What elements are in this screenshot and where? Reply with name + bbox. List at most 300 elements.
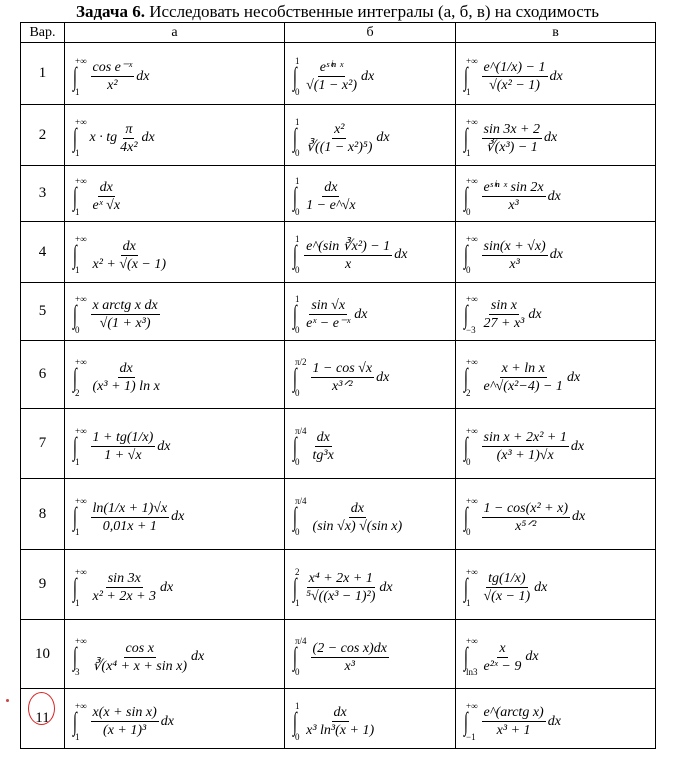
upper-limit: +∞ <box>75 234 87 244</box>
lower-limit: 1 <box>75 731 80 742</box>
header-variant: Вар. <box>21 23 65 43</box>
integral-formula <box>295 295 368 335</box>
integral-sign <box>75 118 87 158</box>
integral-symbol-icon: ∫ <box>464 572 468 602</box>
upper-limit: +∞ <box>466 496 478 506</box>
integral-symbol-icon: ∫ <box>464 181 468 211</box>
integral-symbol-icon: ∫ <box>293 240 297 269</box>
lower-limit: 1 <box>75 527 80 537</box>
numerator: e^(arctg x) <box>483 705 544 720</box>
upper-limit: +∞ <box>466 55 478 66</box>
upper-limit: 1 <box>295 700 300 711</box>
integral-sign <box>295 568 300 608</box>
integral-cell-c <box>456 550 656 620</box>
lower-limit: 0 <box>466 527 471 537</box>
integral-formula <box>75 637 204 677</box>
differential: dx <box>394 247 408 262</box>
lower-limit: 1 <box>75 597 80 608</box>
integral-sign <box>75 358 87 398</box>
integral-sign <box>295 702 300 742</box>
integral-cell-a <box>65 550 285 620</box>
integral-formula <box>295 568 393 608</box>
numerator: cos e⁻ˣ <box>92 60 133 75</box>
fraction <box>91 60 135 93</box>
upper-limit: +∞ <box>466 234 478 244</box>
lower-limit: ln3 <box>466 667 478 677</box>
numerator: x <box>499 640 506 656</box>
integral-sign <box>295 637 307 677</box>
integral-formula <box>75 497 184 537</box>
fraction <box>91 501 170 534</box>
integral-formula <box>75 118 155 158</box>
integral-cell-b <box>285 166 456 222</box>
integral-cell-b <box>285 409 456 479</box>
integral-symbol-icon: ∫ <box>464 642 468 671</box>
integral-symbol-icon: ∫ <box>293 572 297 602</box>
integral-formula <box>466 57 563 97</box>
lower-limit: 0 <box>295 324 300 335</box>
integral-formula <box>295 427 337 467</box>
numerator: x⁴ + 2x + 1 <box>308 571 373 586</box>
fraction <box>304 180 357 213</box>
integral-symbol-icon: ∫ <box>73 181 77 211</box>
fraction <box>482 571 533 604</box>
integral-cell-c <box>456 43 656 105</box>
upper-limit: π/4 <box>295 496 307 506</box>
integral-formula <box>295 235 407 275</box>
integral-sign <box>295 295 300 335</box>
integral-symbol-icon: ∫ <box>464 502 468 531</box>
upper-limit: +∞ <box>75 636 87 646</box>
lower-limit: 1 <box>466 597 471 608</box>
differential: dx <box>141 130 155 145</box>
differential: dx <box>361 68 375 84</box>
numerator: sin x <box>490 298 517 313</box>
integral-symbol-icon: ∫ <box>73 123 77 152</box>
variant-number: 2 <box>21 105 65 166</box>
variant-number: 5 <box>21 283 65 341</box>
lower-limit: 1 <box>466 148 471 158</box>
integral-sign <box>466 702 478 742</box>
integral-formula <box>295 637 390 677</box>
differential: dx <box>549 247 563 262</box>
upper-limit: +∞ <box>466 356 478 367</box>
integral-symbol-icon: ∫ <box>293 181 297 211</box>
integral-sign <box>466 118 478 158</box>
numerator: 1 − cos(x² + x) <box>483 500 569 516</box>
denominator: eˣ − e⁻ˣ <box>306 316 351 331</box>
integral-sign <box>295 118 300 158</box>
upper-limit: +∞ <box>466 425 478 436</box>
numerator: x² <box>334 121 345 137</box>
denominator: e^√(x²−4) − 1 <box>483 379 563 394</box>
integral-sign <box>295 358 307 398</box>
differential: dx <box>547 188 561 204</box>
integral-cell-b <box>285 479 456 550</box>
integral-cell-a <box>65 43 285 105</box>
integral-sign <box>466 427 478 467</box>
denominator: (x³ + 1) ln x <box>92 379 160 394</box>
numerator: dx <box>99 180 113 195</box>
differential: dx <box>354 306 368 322</box>
denominator: ∛((1 − x²)⁵) <box>306 139 373 155</box>
denominator: 0,01x + 1 <box>102 518 157 534</box>
numerator: x + ln x <box>501 361 545 376</box>
numerator: eˢⁱⁿ ˣ sin 2x <box>483 180 544 195</box>
fraction <box>482 501 571 534</box>
integral-sign <box>295 177 300 217</box>
integral-formula <box>466 702 561 742</box>
upper-limit: 1 <box>295 117 300 127</box>
lower-limit: 0 <box>466 206 471 217</box>
numerator: dx <box>122 238 136 254</box>
fraction <box>482 180 546 213</box>
denominator: x² <box>107 78 118 93</box>
upper-limit: 1 <box>295 234 300 244</box>
table-row <box>21 222 656 283</box>
denominator: 1 − e^√x <box>306 198 356 213</box>
denominator: x³ ln³(x + 1) <box>306 723 375 738</box>
fraction <box>482 641 524 674</box>
integral-sign <box>75 637 87 677</box>
integral-sign <box>75 497 87 537</box>
fraction <box>311 430 336 463</box>
fraction <box>304 705 376 738</box>
upper-limit: 1 <box>295 175 300 186</box>
integral-cell-a <box>65 166 285 222</box>
integral-formula <box>295 118 390 158</box>
variant-number: 10 <box>21 620 65 689</box>
numerator: dx <box>333 705 347 720</box>
lower-limit: 2 <box>75 387 80 398</box>
fraction <box>91 641 190 674</box>
integral-sign <box>466 295 478 335</box>
lower-limit: 1 <box>75 148 80 158</box>
integral-cell-b <box>285 105 456 166</box>
fraction <box>304 60 359 93</box>
integral-symbol-icon: ∫ <box>73 240 77 269</box>
integral-cell-b <box>285 222 456 283</box>
integral-formula <box>466 358 580 398</box>
integral-symbol-icon: ∫ <box>73 642 77 671</box>
numerator: x(x + sin x) <box>92 705 157 720</box>
lower-limit: 1 <box>466 86 471 97</box>
integral-cell-c <box>456 283 656 341</box>
fraction <box>91 361 162 394</box>
lower-limit: 0 <box>295 667 300 677</box>
lower-limit: −1 <box>466 731 476 742</box>
integral-cell-b <box>285 620 456 689</box>
fraction <box>482 122 543 155</box>
differential: dx <box>136 68 150 84</box>
integral-symbol-icon: ∫ <box>73 706 77 736</box>
integral-formula <box>75 57 149 97</box>
task-number: Задача 6. <box>75 2 145 21</box>
denominator: x <box>345 256 352 272</box>
integral-sign <box>466 497 478 537</box>
differential: dx <box>572 509 586 524</box>
variant-number: 8 <box>21 479 65 550</box>
variant-number: 6 <box>21 341 65 409</box>
fraction <box>91 239 169 272</box>
integral-cell-a <box>65 105 285 166</box>
lower-limit: 0 <box>466 265 471 275</box>
lower-limit: 0 <box>466 456 471 467</box>
denominator: (x + 1)³ <box>103 723 147 738</box>
integral-sign <box>466 568 478 608</box>
upper-limit: π/4 <box>295 636 307 646</box>
highlight-circle <box>28 692 55 725</box>
lower-limit: 0 <box>75 324 80 335</box>
integral-formula <box>466 118 557 158</box>
integral-formula <box>466 568 547 608</box>
differential: dx <box>191 649 205 664</box>
numerator: π <box>125 121 133 137</box>
lower-limit: 0 <box>295 387 300 398</box>
integral-cell-a <box>65 409 285 479</box>
integral-symbol-icon: ∫ <box>73 431 77 461</box>
upper-limit: π/2 <box>295 356 307 367</box>
numerator: sin 3x <box>107 571 141 586</box>
denominator: √(1 + x³) <box>99 316 151 331</box>
numerator: eˢⁱⁿ ˣ <box>319 60 344 75</box>
upper-limit: +∞ <box>466 636 478 646</box>
integral-sign <box>295 57 300 97</box>
integral-cell-b <box>285 283 456 341</box>
upper-limit: +∞ <box>75 175 87 186</box>
integral-cell-a <box>65 620 285 689</box>
header-a: а <box>65 23 285 43</box>
integral-formula <box>466 177 561 217</box>
integrand-prefix: x · tg <box>89 130 118 145</box>
table-row <box>21 283 656 341</box>
integral-sign <box>75 177 87 217</box>
task-title <box>0 2 675 22</box>
integral-formula <box>466 427 584 467</box>
integral-symbol-icon: ∫ <box>464 123 468 152</box>
denominator: ∛(x⁴ + x + sin x) <box>92 658 187 674</box>
stray-mark <box>6 699 9 702</box>
table-row <box>21 166 656 222</box>
lower-limit: 0 <box>295 206 300 217</box>
variant-number: 3 <box>21 166 65 222</box>
upper-limit: +∞ <box>75 117 87 127</box>
lower-limit: 1 <box>295 597 300 608</box>
table-row <box>21 409 656 479</box>
integral-cell-a <box>65 283 285 341</box>
variant-number: 11 <box>21 689 65 749</box>
numerator: ln(1/x + 1)√x <box>92 500 168 516</box>
integral-symbol-icon: ∫ <box>464 362 468 392</box>
denominator: √(x² − 1) <box>489 78 540 93</box>
numerator: e^(1/x) − 1 <box>483 60 546 75</box>
integral-sign <box>466 358 478 398</box>
integral-cell-c <box>456 620 656 689</box>
task-text: Исследовать несобственные интегралы (а, б, в) на сходимость <box>144 2 600 21</box>
denominator: x² + √(x − 1) <box>92 256 167 272</box>
lower-limit: −3 <box>466 324 476 335</box>
lower-limit: 1 <box>75 86 80 97</box>
integral-symbol-icon: ∫ <box>293 431 297 461</box>
integral-formula <box>75 177 123 217</box>
integral-cell-c <box>456 105 656 166</box>
header-c: в <box>456 23 656 43</box>
upper-limit: +∞ <box>466 293 478 304</box>
numerator: (2 − cos x)dx <box>312 640 387 656</box>
integral-symbol-icon: ∫ <box>293 61 297 91</box>
integral-cell-c <box>456 166 656 222</box>
fraction <box>91 180 123 213</box>
integral-cell-c <box>456 479 656 550</box>
differential: dx <box>171 509 185 524</box>
lower-limit: 0 <box>295 148 300 158</box>
denominator: 27 + x³ <box>483 316 525 331</box>
denominator: eˣ √x <box>92 198 121 213</box>
integral-symbol-icon: ∫ <box>293 502 297 531</box>
upper-limit: 2 <box>295 566 300 577</box>
denominator: 4x² <box>120 139 138 155</box>
fraction <box>482 705 546 738</box>
differential: dx <box>544 130 558 145</box>
lower-limit: 3 <box>75 667 80 677</box>
numerator: dx <box>316 430 330 445</box>
integral-cell-a <box>65 479 285 550</box>
table-row <box>21 620 656 689</box>
denominator: x³ <box>508 198 519 213</box>
denominator: ⁵√((x³ − 1)²) <box>306 589 376 604</box>
integral-sign <box>75 568 87 608</box>
fraction <box>482 298 527 331</box>
integral-symbol-icon: ∫ <box>73 502 77 531</box>
numerator: cos x <box>125 640 154 656</box>
lower-limit: 0 <box>295 265 300 275</box>
fraction <box>482 239 548 272</box>
integral-cell-c <box>456 689 656 749</box>
lower-limit: 1 <box>75 456 80 467</box>
integral-symbol-icon: ∫ <box>293 123 297 152</box>
integral-formula <box>295 358 389 398</box>
denominator: √(x − 1) <box>483 589 531 604</box>
integral-formula <box>295 57 374 97</box>
lower-limit: 0 <box>295 456 300 467</box>
lower-limit: 1 <box>75 265 80 275</box>
fraction <box>91 705 159 738</box>
variant-number: 1 <box>21 43 65 105</box>
numerator: dx <box>324 180 338 195</box>
denominator: x⁵ᐟ² <box>515 518 537 534</box>
fraction <box>304 122 374 155</box>
integral-cell-c <box>456 341 656 409</box>
differential: dx <box>528 306 542 322</box>
differential: dx <box>376 130 390 145</box>
numerator: 1 + tg(1/x) <box>92 430 154 445</box>
integral-sign <box>75 235 87 275</box>
integral-formula <box>75 235 169 275</box>
integral-sign <box>295 497 307 537</box>
variant-number: 4 <box>21 222 65 283</box>
upper-limit: 1 <box>295 55 300 66</box>
integral-cell-b <box>285 689 456 749</box>
integral-sign <box>75 702 87 742</box>
differential: dx <box>376 369 390 385</box>
table-row <box>21 43 656 105</box>
integral-cell-a <box>65 689 285 749</box>
integral-sign <box>466 177 478 217</box>
integral-symbol-icon: ∫ <box>464 61 468 91</box>
numerator: sin x + 2x² + 1 <box>483 430 567 445</box>
numerator: sin √x <box>311 298 346 313</box>
numerator: dx <box>350 500 364 516</box>
denominator: 1 + √x <box>104 448 142 463</box>
upper-limit: +∞ <box>75 700 87 711</box>
differential: dx <box>547 713 561 729</box>
integral-symbol-icon: ∫ <box>464 431 468 461</box>
integral-cell-b <box>285 43 456 105</box>
differential: dx <box>534 579 548 595</box>
table-row <box>21 689 656 749</box>
integral-formula <box>295 177 359 217</box>
denominator: x³ <box>344 658 355 674</box>
lower-limit: 0 <box>295 86 300 97</box>
integral-formula <box>466 235 563 275</box>
numerator: sin(x + √x) <box>483 238 546 254</box>
integral-formula <box>295 497 405 537</box>
table-row <box>21 105 656 166</box>
upper-limit: +∞ <box>466 700 478 711</box>
integral-symbol-icon: ∫ <box>293 362 297 392</box>
integral-cell-a <box>65 222 285 283</box>
denominator: x³ + 1 <box>496 723 531 738</box>
integral-formula <box>75 358 163 398</box>
table-row <box>21 550 656 620</box>
differential: dx <box>549 68 563 84</box>
upper-limit: +∞ <box>466 117 478 127</box>
integral-symbol-icon: ∫ <box>293 642 297 671</box>
integral-sign <box>295 235 300 275</box>
numerator: 1 − cos √x <box>312 361 373 376</box>
denominator: √(1 − x²) <box>306 78 357 93</box>
denominator: (x³ + 1)√x <box>496 448 554 463</box>
integral-formula <box>466 295 542 335</box>
upper-limit: +∞ <box>75 55 87 66</box>
upper-limit: +∞ <box>75 425 87 436</box>
fraction <box>304 571 377 604</box>
fraction <box>311 501 405 534</box>
upper-limit: +∞ <box>466 566 478 577</box>
integral-formula <box>295 702 377 742</box>
differential: dx <box>566 369 581 385</box>
integral-cell-c <box>456 409 656 479</box>
integral-sign <box>75 295 87 335</box>
integral-symbol-icon: ∫ <box>73 572 77 602</box>
integral-sign <box>295 427 307 467</box>
differential: dx <box>160 713 174 729</box>
differential: dx <box>160 579 174 595</box>
fraction <box>311 361 375 394</box>
integral-cell-c <box>456 222 656 283</box>
numerator: e^(sin ∛x²) − 1 <box>306 238 391 254</box>
denominator: ∛(x³) − 1 <box>485 139 538 155</box>
fraction <box>304 298 352 331</box>
integral-cell-b <box>285 341 456 409</box>
denominator: e²ˣ − 9 <box>483 658 522 674</box>
numerator: tg(1/x) <box>488 571 526 586</box>
header-b: б <box>285 23 456 43</box>
integral-symbol-icon: ∫ <box>464 299 468 329</box>
upper-limit: +∞ <box>466 175 478 186</box>
integral-symbol-icon: ∫ <box>464 240 468 269</box>
variant-number: 7 <box>21 409 65 479</box>
